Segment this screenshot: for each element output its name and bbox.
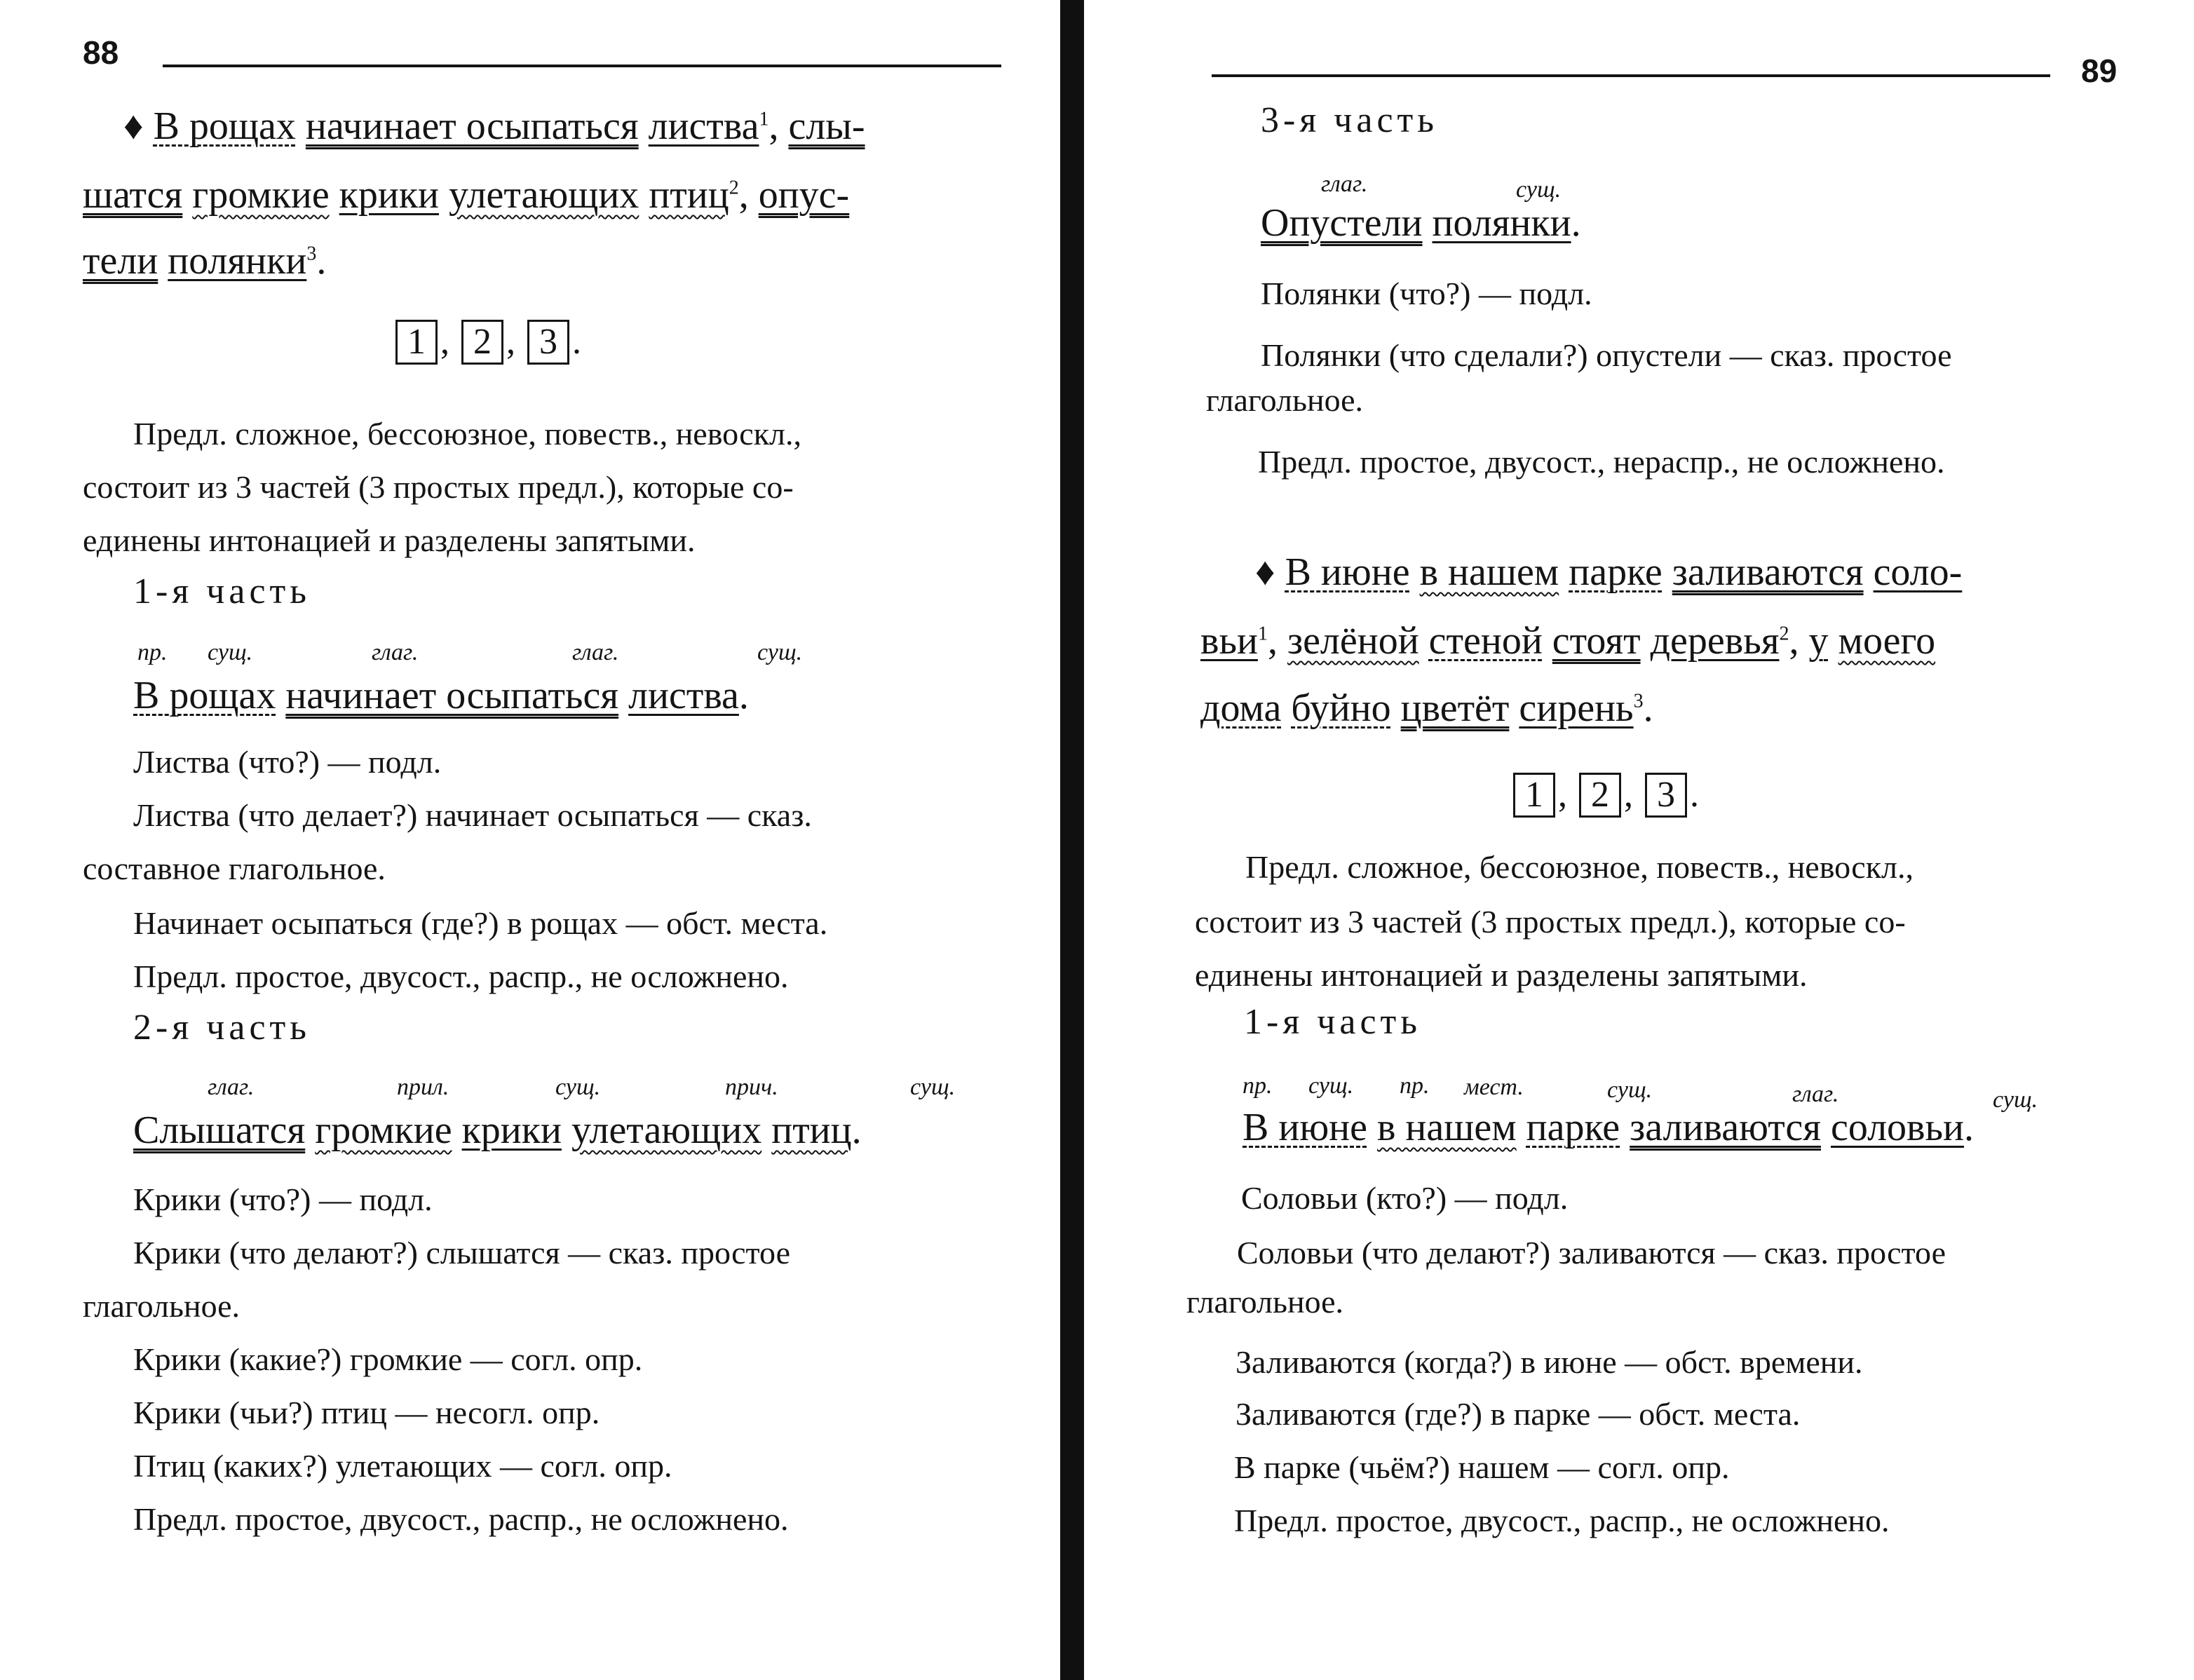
left-part2-line: Крики (чьи?) птиц — несогл. опр. [133, 1395, 600, 1430]
word-polyanki: полянки [168, 239, 307, 283]
scheme-box-2: 2 [461, 320, 503, 365]
right-analysis-1: Предл. сложное, бессоюзное, повеств., невоскл., [1245, 849, 1914, 885]
right-sentence-line-3: дома буйно цветёт сирень$^3$. [1200, 686, 1653, 730]
left-analysis-2: состоит из 3 частей (3 простых предл.), которые со- [83, 469, 794, 505]
pos-tag: сущ. [1993, 1087, 2038, 1113]
right-analysis-2: состоит из 3 частей (3 простых предл.), которые со- [1195, 904, 1906, 940]
pos-tag: сущ. [757, 639, 803, 665]
left-part2-line: глагольное. [83, 1288, 241, 1324]
right-part3-line: глагольное. [1206, 382, 1364, 418]
pos-tag: прил. [397, 1074, 449, 1100]
pos-tag: глаг. [1321, 171, 1368, 197]
word-ptits: птиц [649, 173, 729, 217]
right-part1-line: Соловьи (кто?) — подл. [1241, 1180, 1569, 1216]
pos-tag: глаг. [1792, 1081, 1839, 1107]
word-opus: опус- [758, 173, 850, 217]
right-sentence-line-2: вьи$^1$, зелёной стеной стоят деревья$^2$, у моего [1200, 619, 1936, 663]
word-gromkie: громкие [192, 173, 330, 217]
left-part1-title: 1-я часть [133, 571, 311, 611]
word-sly: слы- [788, 104, 865, 148]
right-part1-line: Заливаются (где?) в парке — обст. места. [1235, 1396, 1801, 1432]
left-part2-title: 2-я часть [133, 1008, 311, 1048]
right-part3-line: Предл. простое, двусост., нераспр., не осложнено. [1258, 444, 1945, 480]
left-sentence-line-3: тели полянки$^3$. [83, 239, 327, 283]
right-part1-line: глагольное. [1186, 1284, 1344, 1320]
right-part1-line: Соловьи (что делают?) заливаются — сказ. простое [1237, 1235, 1946, 1271]
scheme-box-1: 1 [395, 320, 438, 365]
right-part3-line: Полянки (что сделали?) опустели — сказ. простое [1261, 337, 1952, 373]
right-part3-title: 3-я часть [1261, 100, 1438, 140]
scheme-box-3: 3 [527, 320, 569, 365]
word-teli: тели [83, 239, 158, 283]
left-analysis-3: единены интонацией и разделены запятыми. [83, 522, 696, 558]
left-part2-line: Крики (что?) — подл. [133, 1181, 433, 1217]
left-analysis-1: Предл. сложное, бессоюзное, повеств., невоскл., [133, 416, 801, 452]
word-shatsya: шатся [83, 173, 183, 217]
word-kriki: крики [339, 173, 440, 217]
left-part1-line: составное глагольное. [83, 851, 386, 886]
pos-tag: пр. [1242, 1073, 1273, 1099]
left-part1-line: Листва (что делает?) начинает осыпаться — сказ. [133, 797, 812, 833]
word-v-roshchah: В рощах [153, 104, 296, 148]
right-analysis-3: единены интонацией и разделены запятыми. [1195, 957, 1808, 993]
left-part1-line: Начинает осыпаться (где?) в рощах — обст. места. [133, 905, 828, 941]
right-part3-sentence: Опустели полянки. [1261, 201, 1581, 245]
left-part1-line: Листва (что?) — подл. [133, 744, 442, 780]
left-scheme: 1 , 2 , 3 . [393, 320, 581, 365]
pos-tag: пр. [137, 639, 168, 665]
word-listva: листва [648, 104, 759, 148]
scheme-box-2: 2 [1579, 773, 1621, 818]
right-scheme: 1 , 2 , 3 . [1510, 773, 1699, 818]
pos-tag: сущ. [1607, 1077, 1653, 1103]
left-part1-sentence: В рощах начинает осыпаться листва. [133, 674, 749, 717]
pos-tag: глаг. [372, 639, 419, 665]
scheme-box-3: 3 [1645, 773, 1687, 818]
pos-tag: глаг. [572, 639, 619, 665]
left-part2-line: Крики (что делают?) слышатся — сказ. простое [133, 1235, 790, 1271]
scheme-box-1: 1 [1513, 773, 1555, 818]
pos-tag: сущ. [208, 639, 253, 665]
right-part3-line: Полянки (что?) — подл. [1261, 276, 1592, 311]
right-part1-line: Предл. простое, двусост., распр., не осложнено. [1234, 1503, 1890, 1538]
pos-tag: прич. [725, 1074, 778, 1100]
right-part1-title: 1-я часть [1244, 1002, 1421, 1042]
pos-tag: сущ. [1516, 177, 1562, 203]
right-part1-line: Заливаются (когда?) в июне — обст. времени. [1235, 1344, 1863, 1380]
pos-tag: сущ. [910, 1074, 956, 1100]
header-rule-left [163, 65, 1001, 67]
pos-tag: мест. [1464, 1074, 1524, 1100]
left-part2-line: Птиц (каких?) улетающих — согл. опр. [133, 1448, 672, 1484]
word-nachinaet-osypatsya: начинает осыпаться [305, 104, 639, 148]
left-sentence-line-1: ♦ В рощах начинает осыпаться листва$^1$, слы- [123, 104, 865, 148]
right-sentence-line-1: ♦ В июне в нашем парке заливаются соло- [1255, 550, 1963, 594]
pos-tag: пр. [1400, 1073, 1430, 1099]
right-part1-sentence: В июне в нашем парке заливаются соловьи. [1242, 1106, 1974, 1149]
pos-tag: сущ. [1308, 1073, 1354, 1099]
book-spine [1060, 0, 1084, 1680]
pos-tag: глаг. [208, 1074, 255, 1100]
page-number-left: 88 [83, 34, 119, 71]
right-part1-line: В парке (чьём?) нашем — согл. опр. [1234, 1449, 1730, 1485]
left-part2-sentence: Слышатся громкие крики улетающих птиц. [133, 1109, 862, 1152]
page-number-right: 89 [2081, 53, 2118, 89]
word-uletayushchih: улетающих [449, 173, 639, 217]
pos-tag: сущ. [555, 1074, 601, 1100]
left-sentence-line-2: шатся громкие крики улетающих птиц$^2$, опус- [83, 173, 850, 217]
left-part2-line: Предл. простое, двусост., распр., не осложнено. [133, 1501, 789, 1537]
header-rule-right [1212, 74, 2050, 77]
left-part1-line: Предл. простое, двусост., распр., не осложнено. [133, 958, 789, 994]
left-part2-line: Крики (какие?) громкие — согл. опр. [133, 1341, 643, 1377]
